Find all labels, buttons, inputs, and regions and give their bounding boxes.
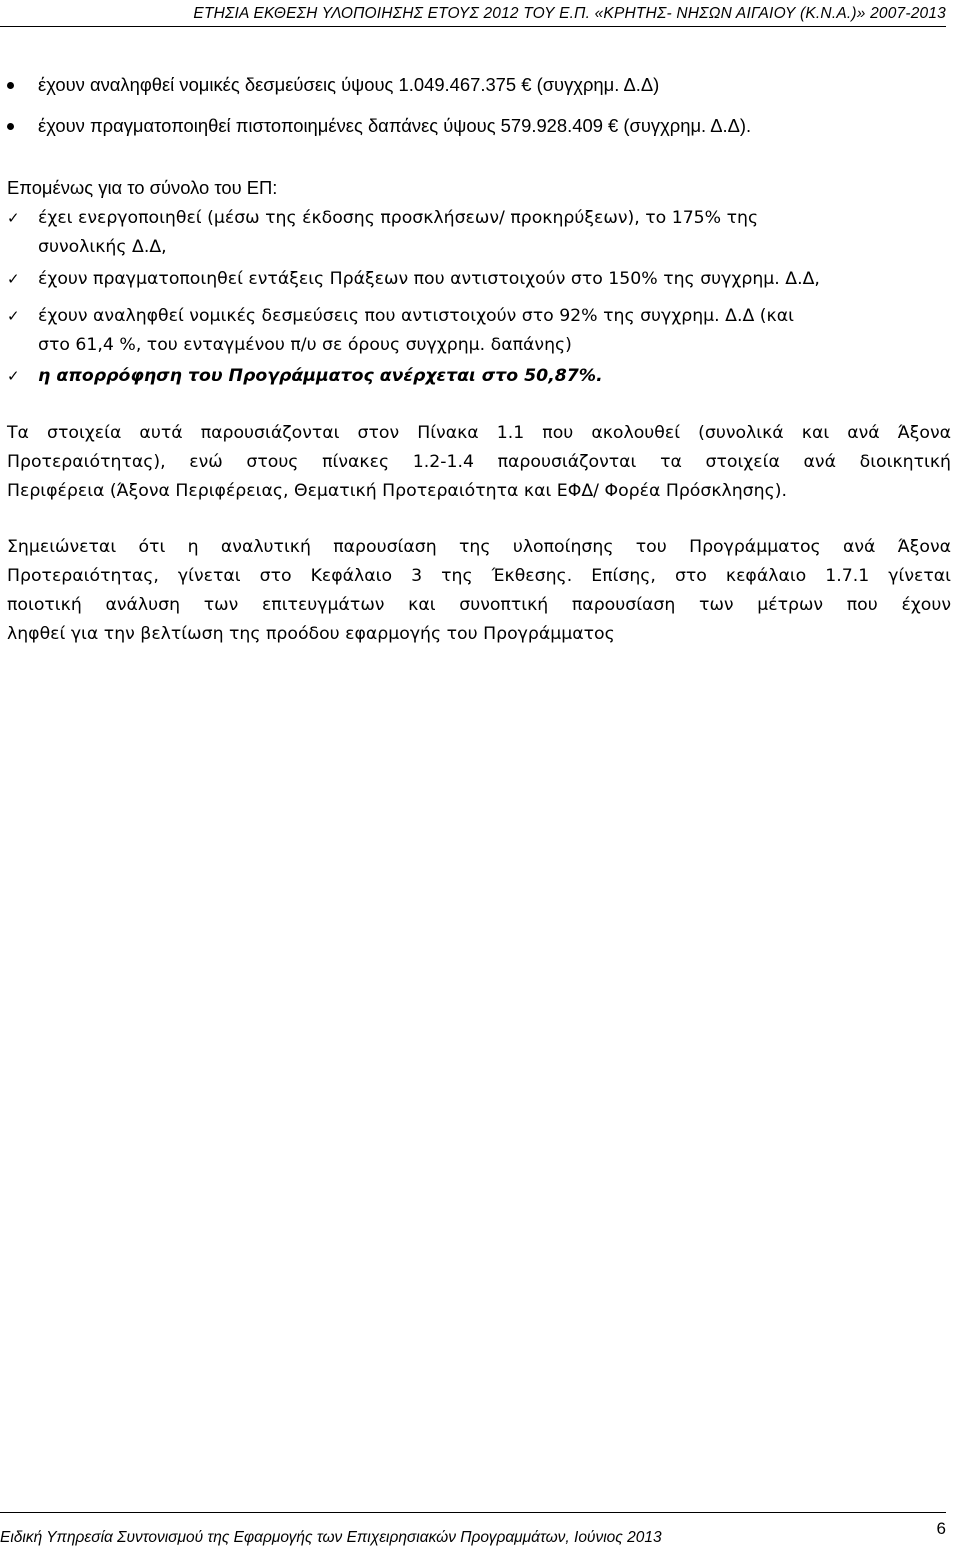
page-header [0,4,946,27]
footer-text: Ειδική Υπηρεσία Συντονισμού της Εφαρμογής των Επιχειρησιακών Προγραμμάτων, Ιούνιος 2013 [0,1529,662,1546]
paragraph-line: ποιοτική ανάλυση των επιτευγμάτων και συνοπτική παρουσίαση των μέτρων που έχουν [7,595,951,615]
paragraph-line: Προτεραιότητας), ενώ στους πίνακες 1.2-1.4 παρουσιάζονται τα στοιχεία ανά διοικητική [7,452,951,472]
checkmark-icon: ✓ [7,270,20,288]
paragraph-notes [7,533,951,649]
bullet-dot-icon [7,82,14,89]
bullet-dot-icon [7,123,14,130]
check-text: έχουν πραγματοποιηθεί εντάξεις Πράξεων που αντιστοιχούν στο 150% της συγχρημ. Δ.Δ, [38,269,820,289]
check-text-highlight: η απορρόφηση του Προγράμματος ανέρχεται στο 50,87%. [38,366,603,386]
check-text-line: στο 61,4 %, του ενταγμένου π/υ σε όρους συγχρημ. δαπάνης) [38,335,572,355]
check-item [7,362,951,391]
paragraph-line: ληφθεί για την βελτίωση της προόδου εφαρμογής του Προγράμματος [7,624,615,644]
check-item [7,302,951,360]
checkmark-icon: ✓ [7,307,20,325]
paragraph-line: Σημειώνεται ότι η αναλυτική παρουσίαση της υλοποίησης του Προγράμματος ανά Άξονα [7,537,951,557]
paragraph-line: Περιφέρεια (Άξονα Περιφέρειας, Θεματική Προτεραιότητα και ΕΦΔ/ Φορέα Πρόσκλησης). [7,481,787,501]
paragraph-line: Τα στοιχεία αυτά παρουσιάζονται στον Πίνακα 1.1 που ακολουθεί (συνολικά και ανά Άξονα [7,423,951,443]
check-text-line: έχουν αναληφθεί νομικές δεσμεύσεις που αντιστοιχούν στο 92% της συγχρημ. Δ.Δ (και [38,306,794,326]
paragraph-line: Προτεραιότητας, γίνεται στο Κεφάλαιο 3 της Έκθεσης. Επίσης, στο κεφάλαιο 1.7.1 γίνεται [7,566,951,586]
paragraph-tables [7,419,951,506]
page-number: 6 [936,1519,946,1538]
intro-text: Επομένως για το σύνολο του ΕΠ: [7,177,278,198]
header-title: ΕΤΗΣΙΑ ΕΚΘΕΣΗ ΥΛΟΠΟΙΗΣΗΣ ΕΤΟΥΣ 2012 ΤΟΥ Ε.Π. «ΚΡΗΤΗΣ- ΝΗΣΩΝ ΑΙΓΑΙΟΥ (Κ.Ν.Α.)» 2007-2013 [193,5,946,22]
check-item [7,204,951,262]
checkmark-icon: ✓ [7,209,20,227]
bullet-text: έχουν πραγματοποιηθεί πιστοποιημένες δαπάνες ύψους 579.928.409 € (συγχρημ. Δ.Δ). [38,115,752,136]
bullet-text: έχουν αναληφθεί νομικές δεσμεύσεις ύψους 1.049.467.375 € (συγχρημ. Δ.Δ) [38,74,660,95]
page-footer [0,1512,946,1546]
check-item [7,265,951,294]
check-text-line: έχει ενεργοποιηθεί (μέσω της έκδοσης προσκλήσεων/ προκηρύξεων), το 175% της [38,208,759,228]
check-text-line: συνολικής Δ.Δ, [38,237,167,257]
checkmark-icon: ✓ [7,367,20,385]
